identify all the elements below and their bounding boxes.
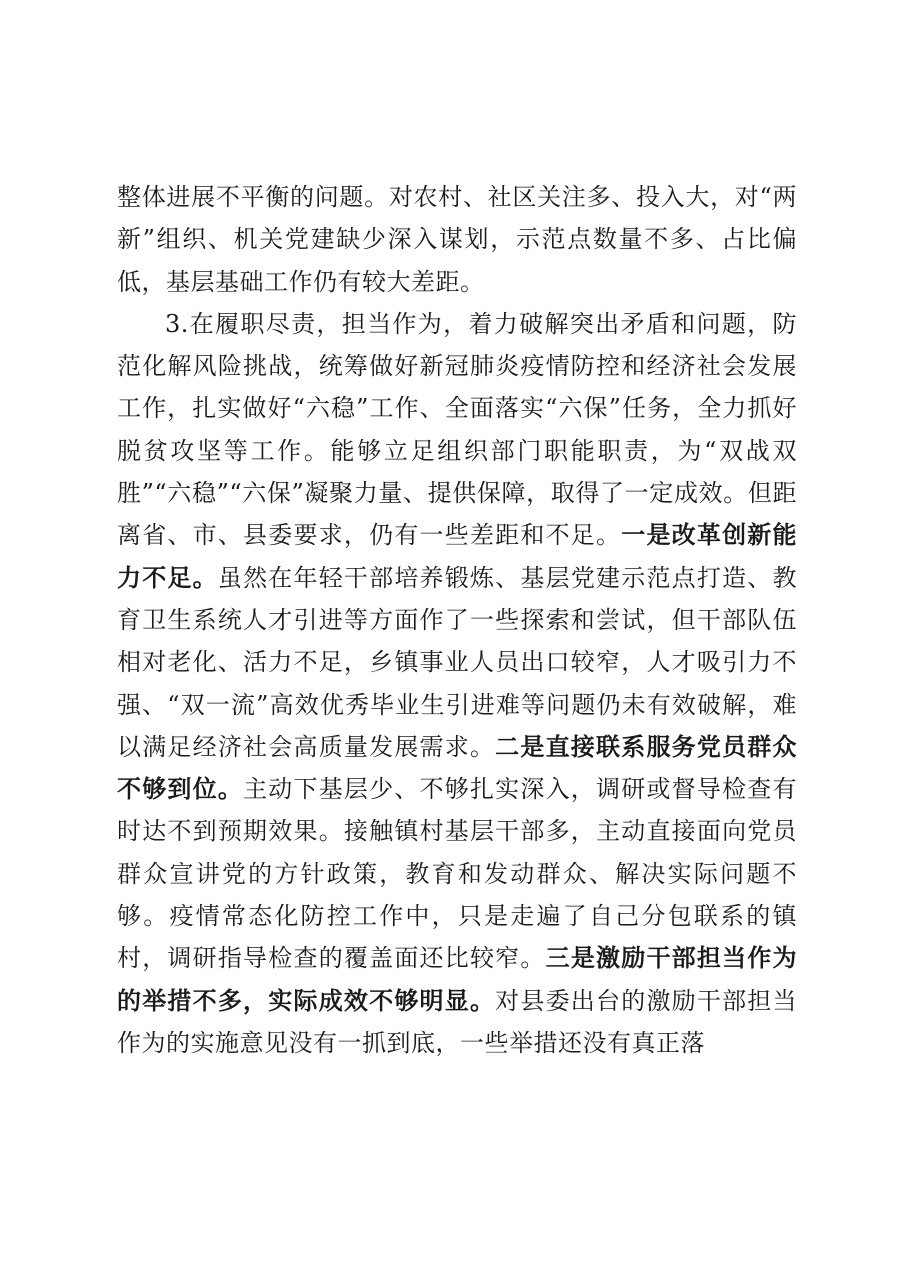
point-2-heading: 二是直接联系服务党员群众不够到位。 [117, 731, 797, 804]
point-1-heading: 一是改革创新能力不足。 [117, 520, 798, 592]
point-3-text: 对县委出台的激励干部担当作为的实施意见没有一抓到底，一些举措还没有真正落 [117, 986, 797, 1057]
paragraph-continuation: 整体进展不平衡的问题。对农村、社区关注多、投入大，对“两新”组织、机关党建缺少深入谋划，示范点数量不多、占比偏低，基层基础工作仍有较大差距。 [117, 183, 797, 296]
point-3-heading: 三是激励干部担当作为的举措不多，实际成效不够明显。 [117, 943, 798, 1015]
point-1-text: 虽然在年轻干部培养锻炼、基层党建示范点打造、教育卫生系统人才引进等方面作了一些探索和尝试，但干部队伍相对老化、活力不足，乡镇事业人员出口较窄，人才吸引力不强、“双一流”高效优秀毕业生引进难等问题仍未有效破解，难以满足经济社会高质量发展需求。 [117, 563, 798, 761]
section-3-intro: 3.在履职尽责，担当作为，着力破解突出矛盾和问题，防范化解风险挑战，统筹做好新冠肺炎疫情防控和经济社会发展工作，扎实做好“六稳”工作、全面落实“六保”任务，全力抓好脱贫攻坚等工作。能够立足组织部门职能职责，为“双战双胜”“六稳”“六保”凝聚力量、提供保障，取得了一定成效。但距离省、市、县委要求，仍有一些差距和不足。 [117, 309, 797, 550]
paragraph-section-3 [117, 303, 797, 1064]
document-body [117, 176, 797, 1064]
point-2-text: 主动下基层少、不够扎实深入，调研或督导检查有时达不到预期效果。接触镇村基层干部多，主动直接面向党员群众宣讲党的方针政策，教育和发动群众、解决实际问题不够。疫情常态化防控工作中，只是走遍了自己分包联系的镇村，调研指导检查的覆盖面还比较窄。 [117, 775, 798, 973]
